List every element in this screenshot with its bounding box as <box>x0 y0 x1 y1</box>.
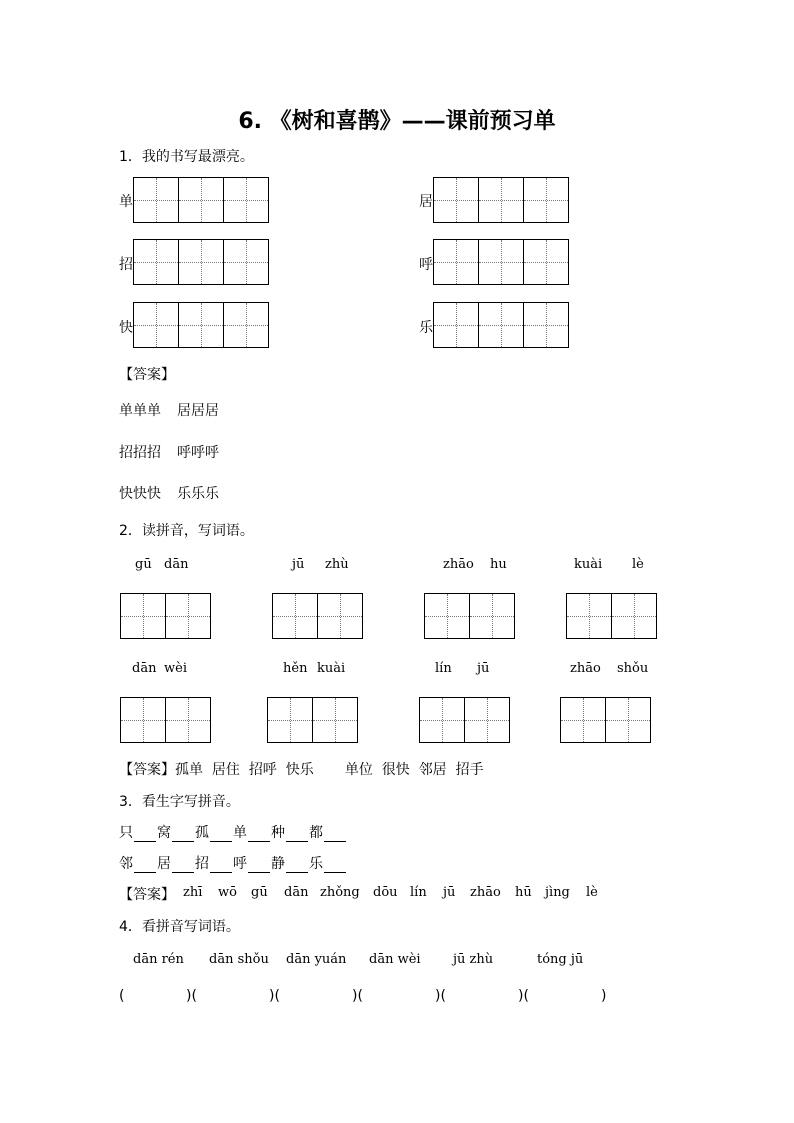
pinyin: jū <box>292 557 305 572</box>
page-title: 6. 《树和喜鹊》——课前预习单 <box>238 109 556 134</box>
paren: )( <box>269 988 280 1004</box>
grid-cell[interactable] <box>134 240 179 284</box>
answer-word: 招呼 <box>248 762 277 778</box>
answer-word: 很快 <box>381 762 410 778</box>
pinyin: dān yuán <box>286 952 347 967</box>
answer-pinyin: zhǒng <box>320 885 360 900</box>
writing-grid[interactable] <box>566 593 657 639</box>
question-4-heading: 4．看拼音写词语。 <box>119 919 240 935</box>
char: 只 <box>119 825 133 841</box>
paren: ( <box>119 988 125 1004</box>
grid-cell[interactable] <box>606 698 650 742</box>
answer-text: 快快快 <box>119 486 161 502</box>
grid-cell[interactable] <box>479 178 524 222</box>
answer-text: 呼呼呼 <box>177 445 219 461</box>
grid-cell[interactable] <box>425 594 470 638</box>
pinyin: lín <box>435 661 452 676</box>
writing-grid[interactable] <box>433 239 569 285</box>
blank[interactable] <box>134 827 156 842</box>
grid-cell[interactable] <box>179 303 224 347</box>
char-label: 呼 <box>419 257 433 273</box>
writing-grid[interactable] <box>433 177 569 223</box>
answer-pinyin: dōu <box>373 885 398 900</box>
answer-pinyin: zhī <box>183 885 203 900</box>
answer-word: 孤单 <box>175 762 203 778</box>
writing-grid[interactable] <box>267 697 358 743</box>
answer-word: 邻居 <box>418 762 447 778</box>
pinyin: dān <box>164 557 189 572</box>
grid-cell[interactable] <box>134 178 179 222</box>
answer-pinyin: jìng <box>545 885 570 900</box>
writing-grid[interactable] <box>120 593 211 639</box>
answer-pinyin: gū <box>251 885 268 900</box>
answer-label: 【答案】 <box>119 367 175 383</box>
writing-grid[interactable] <box>433 302 569 348</box>
grid-cell[interactable] <box>121 698 166 742</box>
writing-grid[interactable] <box>272 593 363 639</box>
grid-cell[interactable] <box>470 594 514 638</box>
writing-grid[interactable] <box>133 239 269 285</box>
blank[interactable] <box>248 827 270 842</box>
grid-cell[interactable] <box>524 240 568 284</box>
grid-cell[interactable] <box>121 594 166 638</box>
pinyin: gū <box>135 557 152 572</box>
char: 都 <box>309 825 323 841</box>
answer-text: 单单单 <box>119 403 161 419</box>
char-fill-row <box>119 822 347 842</box>
char-label: 乐 <box>419 320 433 336</box>
char-label: 单 <box>119 194 133 210</box>
paren: ) <box>601 988 607 1004</box>
answer-word: 居住 <box>211 762 240 778</box>
paren: )( <box>435 988 446 1004</box>
paren: )( <box>518 988 529 1004</box>
char: 居 <box>157 856 171 872</box>
grid-cell[interactable] <box>224 178 268 222</box>
paren: )( <box>186 988 197 1004</box>
answer-pinyin: lè <box>586 885 598 900</box>
char: 招 <box>195 856 209 872</box>
pinyin: lè <box>632 557 644 572</box>
pinyin: dān shǒu <box>209 952 269 967</box>
char: 单 <box>233 825 247 841</box>
answer-pinyin: lín <box>410 885 427 900</box>
answer-word: 单位 <box>344 762 373 778</box>
grid-cell[interactable] <box>268 698 313 742</box>
pinyin: shǒu <box>617 661 649 676</box>
grid-cell[interactable] <box>434 178 479 222</box>
writing-grid[interactable] <box>133 302 269 348</box>
char-label: 招 <box>119 257 133 273</box>
grid-cell[interactable] <box>273 594 318 638</box>
answer-label: 【答案】 <box>119 887 175 903</box>
grid-cell[interactable] <box>318 594 362 638</box>
grid-cell[interactable] <box>561 698 606 742</box>
char: 窝 <box>157 825 171 841</box>
grid-cell[interactable] <box>166 698 210 742</box>
writing-grid[interactable] <box>419 697 510 743</box>
pinyin: zhāo <box>443 557 474 572</box>
char: 种 <box>271 825 285 841</box>
answer-label: 【答案】 <box>119 762 175 778</box>
question-3-heading: 3．看生字写拼音。 <box>119 794 240 810</box>
char: 静 <box>271 856 285 872</box>
grid-cell[interactable] <box>420 698 465 742</box>
answer-pinyin: wō <box>218 885 237 900</box>
char-fill-row <box>119 853 347 873</box>
blank[interactable] <box>172 827 194 842</box>
pinyin: dān <box>132 661 157 676</box>
blank[interactable] <box>134 858 156 873</box>
answer-word: 快乐 <box>285 762 314 778</box>
grid-cell[interactable] <box>313 698 357 742</box>
pinyin: dān wèi <box>369 952 421 967</box>
question-2-heading: 2．读拼音，写词语。 <box>119 523 254 539</box>
blank[interactable] <box>324 858 346 873</box>
pinyin: kuài <box>574 557 603 572</box>
answer-pinyin: hū <box>515 885 532 900</box>
blank[interactable] <box>172 858 194 873</box>
pinyin: zhāo <box>570 661 601 676</box>
grid-cell[interactable] <box>524 303 568 347</box>
grid-cell[interactable] <box>179 240 224 284</box>
answer-pinyin: zhāo <box>470 885 501 900</box>
grid-cell[interactable] <box>479 240 524 284</box>
pinyin: tóng jū <box>537 952 584 967</box>
blank[interactable] <box>286 858 308 873</box>
blank[interactable] <box>210 827 232 842</box>
pinyin: hu <box>490 557 507 572</box>
pinyin: kuài <box>317 661 346 676</box>
char: 孤 <box>195 825 209 841</box>
grid-cell[interactable] <box>224 303 268 347</box>
grid-cell[interactable] <box>524 178 568 222</box>
char: 呼 <box>233 856 247 872</box>
pinyin: dān rén <box>133 952 184 967</box>
grid-cell[interactable] <box>179 178 224 222</box>
writing-grid[interactable] <box>133 177 269 223</box>
char-label: 居 <box>419 194 433 210</box>
answer-word: 招手 <box>455 762 484 778</box>
char: 邻 <box>119 856 133 872</box>
grid-cell[interactable] <box>465 698 509 742</box>
writing-grid[interactable] <box>120 697 211 743</box>
writing-grid[interactable] <box>560 697 651 743</box>
answer-text: 居居居 <box>177 403 219 419</box>
answer-line <box>119 759 484 779</box>
grid-cell[interactable] <box>612 594 656 638</box>
grid-cell[interactable] <box>434 303 479 347</box>
blank[interactable] <box>248 858 270 873</box>
answer-pinyin: dān <box>284 885 309 900</box>
grid-cell[interactable] <box>166 594 210 638</box>
pinyin: wèi <box>164 661 187 676</box>
writing-grid[interactable] <box>424 593 515 639</box>
grid-cell[interactable] <box>567 594 612 638</box>
grid-cell[interactable] <box>434 240 479 284</box>
grid-cell[interactable] <box>224 240 268 284</box>
pinyin: zhù <box>325 557 349 572</box>
char-label: 快 <box>119 320 133 336</box>
pinyin: hěn <box>283 661 308 676</box>
blank[interactable] <box>286 827 308 842</box>
blank[interactable] <box>324 827 346 842</box>
grid-cell[interactable] <box>479 303 524 347</box>
answer-text: 乐乐乐 <box>177 486 219 502</box>
question-1-heading: 1．我的书写最漂亮。 <box>119 149 254 165</box>
paren: )( <box>352 988 363 1004</box>
pinyin: jū zhù <box>453 952 494 967</box>
answer-pinyin: jū <box>443 885 456 900</box>
blank[interactable] <box>210 858 232 873</box>
pinyin: jū <box>477 661 490 676</box>
grid-cell[interactable] <box>134 303 179 347</box>
char: 乐 <box>309 856 323 872</box>
answer-text: 招招招 <box>119 445 161 461</box>
